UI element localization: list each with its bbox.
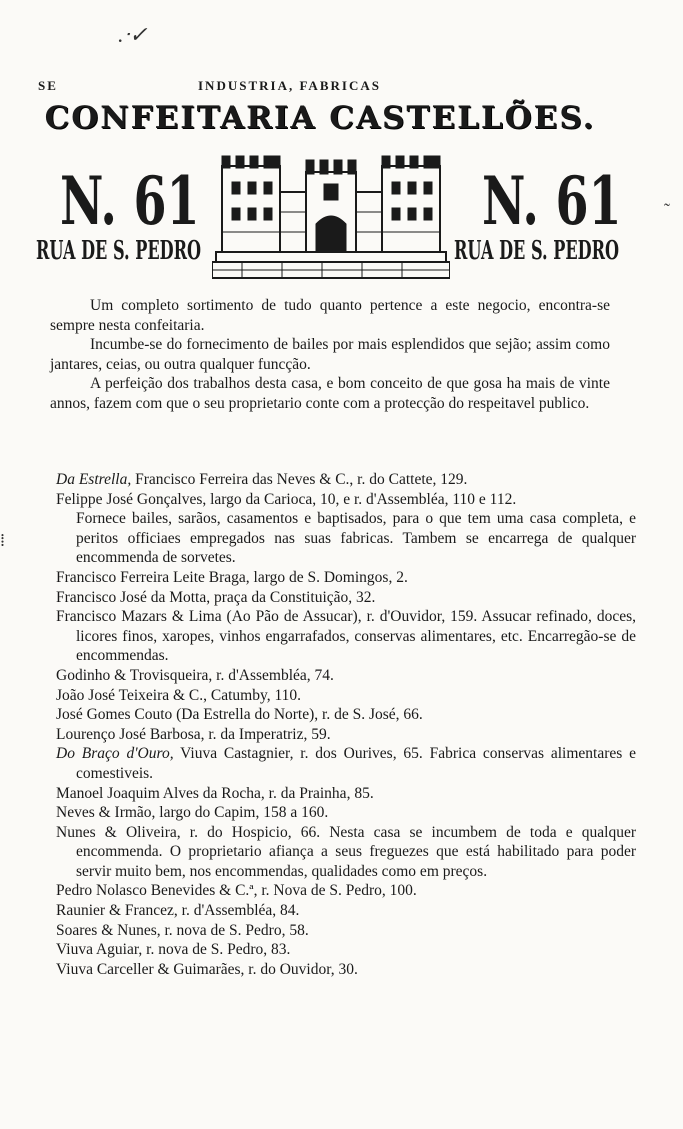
list-item (56, 666, 636, 686)
entry-text: José Gomes Couto (Da Estrella do Norte), r. de S. José, 66. (56, 706, 423, 724)
entry-text: Soares & Nunes, r. nova de S. Pedro, 58. (56, 921, 309, 939)
entry-text: Francisco Ferreira Leite Braga, largo de S. Domingos, 2. (56, 568, 408, 586)
entry-text: Nunes & Oliveira, r. do Hospicio, 66. Nesta casa se incumbem de toda e qualquer encommenda. O proprietario afiança a seus freguezes que está habilitado para poder servir muito bem, nos encommendas, qualidades como em preços. (56, 823, 636, 880)
entry-text: Neves & Irmão, largo do Capim, 158 a 160. (56, 804, 329, 822)
list-item (56, 823, 636, 882)
list-item (56, 607, 636, 666)
intro-text (50, 296, 610, 413)
castle-illustration (212, 152, 450, 282)
list-item (56, 686, 636, 706)
street-name-left: RUA DE S. PEDRO (36, 236, 202, 266)
list-item (56, 940, 636, 960)
entry-text: João José Teixeira & C., Catumby, 110. (56, 686, 302, 704)
list-item (56, 470, 636, 490)
shop-title: CONFEITARIA CASTELLÕES. (44, 100, 596, 136)
pencil-mark: .ᐧ✓ (118, 22, 148, 47)
list-item (56, 725, 636, 745)
entry-text: Lourenço José Barbosa, r. da Imperatriz, 59. (56, 725, 331, 743)
list-item (56, 744, 636, 783)
street-number-right: N. 61 (482, 162, 622, 240)
street-name-right: RUA DE S. PEDRO (454, 236, 620, 266)
entry-text: Felippe José Gonçalves, largo da Carioca, 10, e r. d'Assembléa, 110 e 112. (56, 490, 517, 508)
entry-text: Godinho & Trovisqueira, r. d'Assembléa, 74. (56, 666, 334, 684)
entry-text: Viuva Castagnier, r. dos Ourives, 65. Fabrica conservas alimentares e comestiveis. (76, 745, 636, 782)
entry-continuation: Fornece bailes, sarãos, casamentos e baptisados, para o que tem uma casa completa, e peritos officiaes empregados nas suas fabricas. Tambem se encarrega de qualquer encommenda de sorvetes. (76, 510, 636, 567)
entry-text: Manoel Joaquim Alves da Rocha, r. da Prainha, 85. (56, 784, 374, 802)
entry-text: Pedro Nolasco Benevides & C.ª, r. Nova de S. Pedro, 100. (56, 882, 417, 900)
entry-text: Viuva Aguiar, r. nova de S. Pedro, 83. (56, 941, 291, 959)
list-item (56, 960, 636, 980)
entry-text: Francisco Mazars & Lima (Ao Pão de Assucar), r. d'Ouvidor, 159. Assucar refinado, doces, licores finos, xaropes, vinhos engarrafados, conservas alimentares, etc. Encarregão-se de encommendas. (56, 608, 636, 665)
list-item (56, 784, 636, 804)
list-item (56, 705, 636, 725)
entry-sign: Da Estrella, (56, 471, 132, 488)
intro-paragraph: Incumbe-se do fornecimento de bailes por mais esplendidos que sejão; assim como jantares, ceias, ou outra qualquer funcção. (50, 336, 610, 373)
kicker-main: INDUSTRIA, FABRICAS (198, 78, 381, 93)
list-item (56, 803, 636, 823)
list-item (56, 588, 636, 608)
margin-mark: ˜ (664, 200, 670, 220)
entry-sign: Do Braço d'Ouro, (56, 745, 174, 763)
entry-text: Francisco Ferreira das Neves & C., r. do Cattete, 129. (131, 471, 468, 488)
margin-mark: ⁞ (0, 530, 6, 550)
confectioners-list (56, 470, 636, 979)
kicker-left: SE (38, 78, 58, 93)
entry-text: Raunier & Francez, r. d'Assembléa, 84. (56, 902, 300, 920)
intro-paragraph: Um completo sortimento de tudo quanto pertence a este negocio, encontra-se sempre nesta confeitaria. (50, 297, 610, 334)
list-item (56, 568, 636, 588)
entry-text: Viuva Carceller & Guimarães, r. do Ouvidor, 30. (56, 960, 358, 978)
list-item (56, 881, 636, 901)
entry-text: Francisco José da Motta, praça da Constituição, 32. (56, 588, 376, 606)
list-item (56, 490, 636, 568)
list-item (56, 901, 636, 921)
street-number-left: N. 61 (60, 162, 200, 240)
list-item (56, 921, 636, 941)
intro-paragraph: A perfeição dos trabalhos desta casa, e bom conceito de que gosa ha mais de vinte annos, fazem com que o seu proprietario conte com a protecção do respeitavel publico. (50, 375, 610, 412)
